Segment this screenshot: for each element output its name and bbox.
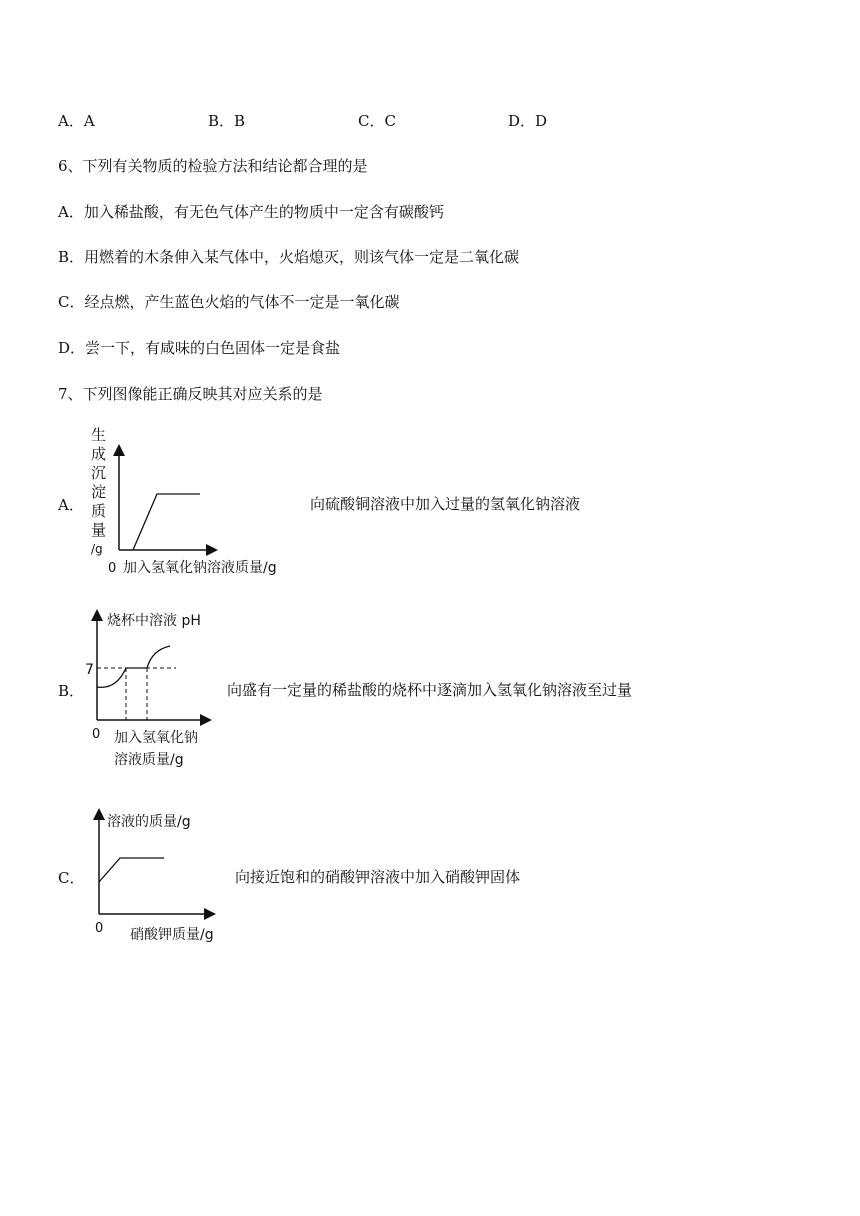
graph-b-origin: 0 — [92, 727, 101, 742]
question-6-stem: 6、下列有关物质的检验方法和结论都合理的是 — [58, 157, 368, 175]
question-7-item-c-letter: C． — [58, 869, 85, 887]
graph-c-origin: 0 — [95, 921, 104, 936]
graph-c-y-label: 溶液的质量/g — [107, 814, 191, 830]
question-7-item-c-description: 向接近饱和的硝酸钾溶液中加入硝酸钾固体 — [235, 868, 521, 886]
option-a: A．A — [58, 112, 95, 130]
option-d: D．D — [508, 112, 548, 130]
graph-a-y-label-2: 成 — [91, 445, 107, 463]
graph-a-y-label-4: 淀 — [91, 483, 107, 501]
graph-b-x-label-1: 加入氢氧化钠 — [114, 730, 198, 746]
graph-b — [80, 608, 230, 773]
graph-c — [80, 806, 230, 946]
question-7-item-a-description: 向硫酸铜溶液中加入过量的氢氧化钠溶液 — [310, 495, 581, 513]
option-b: B．B — [208, 112, 246, 130]
graph-a-y-label-1: 生 — [91, 426, 107, 444]
question-7-item-a-letter: A． — [58, 496, 84, 514]
graph-a-y-label-5: 质 — [91, 502, 107, 520]
graph-a-x-label: 加入氢氧化钠溶液质量/g — [123, 560, 277, 576]
question-7-stem: 7、下列图像能正确反映其对应关系的是 — [58, 385, 323, 403]
graph-c-x-label: 硝酸钾质量/g — [130, 927, 214, 943]
graph-b-y-label: 烧杯中溶液 pH — [107, 613, 201, 629]
graph-a-y-label-3: 沉 — [91, 464, 107, 482]
question-6-option-b: B．用燃着的木条伸入某气体中，火焰熄灭，则该气体一定是二氧化碳 — [58, 248, 520, 266]
graph-a-y-unit: /g — [91, 542, 103, 556]
graph-a — [80, 420, 300, 580]
graph-b-curve — [97, 646, 170, 687]
question-6-option-a: A．加入稀盐酸，有无色气体产生的物质中一定含有碳酸钙 — [58, 203, 444, 221]
question-6-option-d: D．尝一下，有咸味的白色固体一定是食盐 — [58, 339, 341, 357]
graph-a-origin: 0 — [108, 561, 117, 576]
graph-b-x-label-2: 溶液质量/g — [114, 752, 184, 768]
graph-c-curve — [99, 858, 164, 882]
question-6-option-c: C．经点燃，产生蓝色火焰的气体不一定是一氧化碳 — [58, 293, 400, 311]
graph-a-curve — [133, 494, 200, 550]
option-c: C．C — [358, 112, 396, 130]
graph-a-y-label-6: 量 — [91, 521, 107, 539]
graph-b-y-mark: 7 — [85, 662, 94, 678]
question-7-item-b-letter: B． — [58, 682, 85, 700]
question-7-item-b-description: 向盛有一定量的稀盐酸的烧杯中逐滴加入氢氧化钠溶液至过量 — [227, 681, 633, 699]
